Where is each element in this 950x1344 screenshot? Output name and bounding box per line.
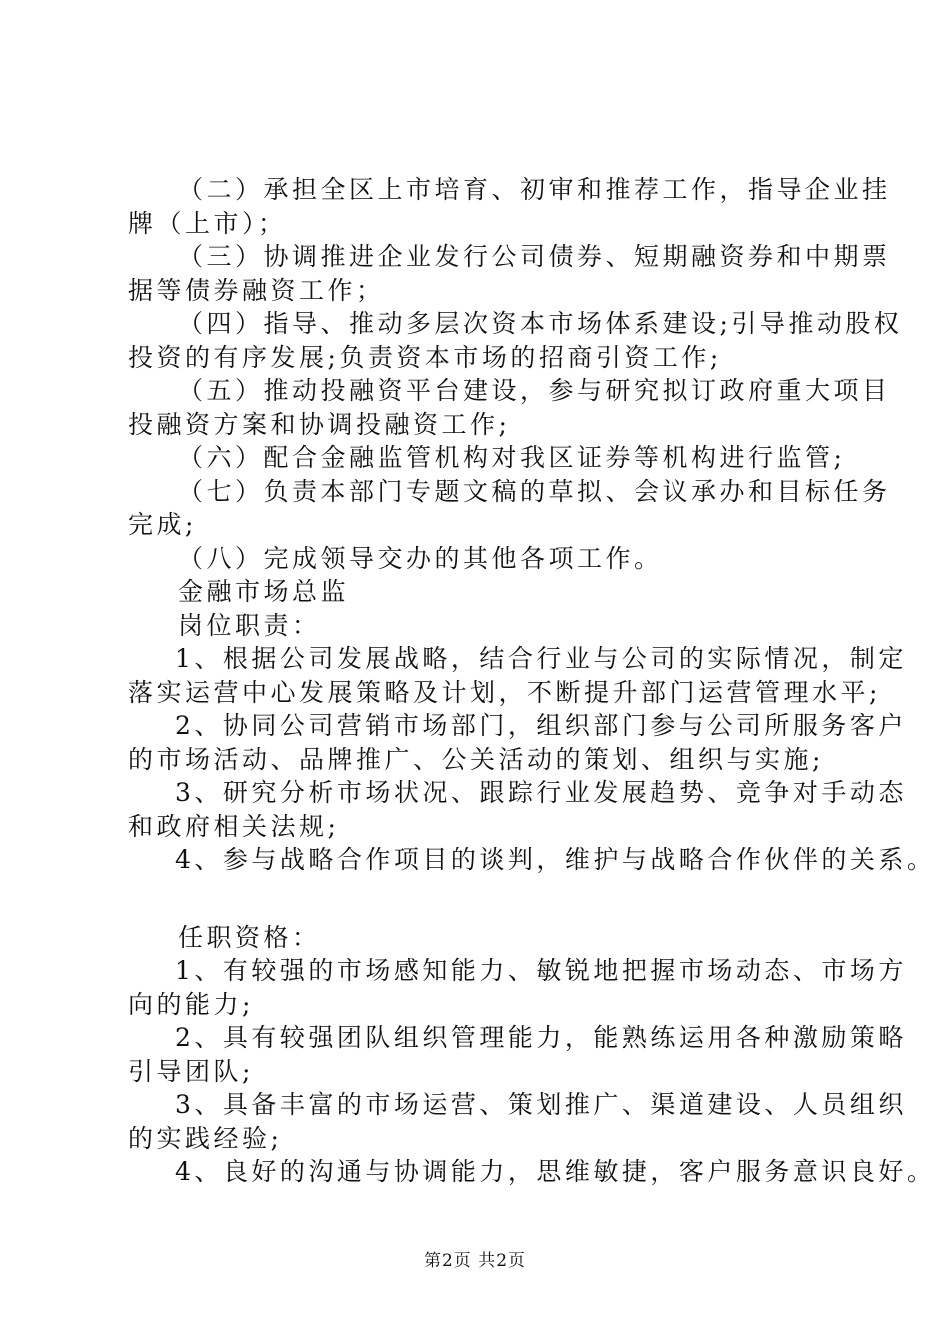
paragraph-line: 引导团队; <box>128 1056 254 1086</box>
subsection-heading: 任职资格： <box>178 922 321 952</box>
paragraph-line: 完成; <box>128 510 197 539</box>
paragraph-line: 牌（上市）； <box>128 208 287 238</box>
paragraph-line: 2、具有较强团队组织管理能力，能熟练运用各种激励策略 <box>175 1023 907 1052</box>
paragraph-line: 2、协同公司营销市场部门，组织部门参与公司所服务客户 <box>175 711 907 740</box>
paragraph-line: （五）推动投融资平台建设，参与研究拟订政府重大项目 <box>178 376 891 405</box>
paragraph-line: （六）配合金融监管机构对我区证券等机构进行监管; <box>178 443 846 472</box>
paragraph-line: 1、根据公司发展战略，结合行业与公司的实际情况，制定 <box>175 644 907 673</box>
paragraph-line: （八）完成领导交办的其他各项工作。 <box>178 543 663 573</box>
blank-line <box>128 877 838 921</box>
paragraph-line: （二）承担全区上市培育、初审和推荐工作，指导企业挂 <box>178 175 891 204</box>
paragraph-line: 4、良好的沟通与协调能力，思维敏捷，客户服务意识良好。 <box>175 1157 936 1186</box>
paragraph-line: 4、参与战略合作项目的谈判，维护与战略合作伙伴的关系。 <box>175 845 936 874</box>
paragraph-line: 投资的有序发展;负责资本市场的招商引资工作; <box>128 342 722 372</box>
document-body <box>128 173 936 1189</box>
paragraph-line: （七）负责本部门专题文稿的草拟、会议承办和目标任务 <box>178 476 891 506</box>
paragraph-line: 1、有较强的市场感知能力、敏锐地把握市场动态、市场方 <box>175 956 907 985</box>
paragraph-line: 3、研究分析市场状况、跟踪行业发展趋势、竞争对手动态 <box>175 778 907 807</box>
paragraph-line: 3、具备丰富的市场运营、策划推广、渠道建设、人员组织 <box>175 1090 907 1119</box>
paragraph-line: 和政府相关法规; <box>128 811 340 841</box>
paragraph-line: 落实运营中心发展策略及计划，不断提升部门运营管理水平; <box>128 677 881 707</box>
subsection-heading: 岗位职责： <box>178 610 321 640</box>
paragraph-line: 的市场活动、品牌推广、公关活动的策划、组织与实施; <box>128 744 824 774</box>
paragraph-line: 投融资方案和协调投融资工作; <box>128 409 511 439</box>
page-number-footer: 第2页 共2页 <box>423 1251 527 1271</box>
paragraph-line: 向的能力; <box>128 989 254 1019</box>
paragraph-line: 据等债券融资工作； <box>128 275 385 305</box>
paragraph-line: （三）协调推进企业发行公司债券、短期融资券和中期票 <box>178 242 891 271</box>
paragraph-line: 的实践经验; <box>128 1123 283 1153</box>
section-heading: 金融市场总监 <box>178 577 350 606</box>
paragraph-line: （四）指导、推动多层次资本市场体系建设;引导推动股权 <box>178 309 903 338</box>
